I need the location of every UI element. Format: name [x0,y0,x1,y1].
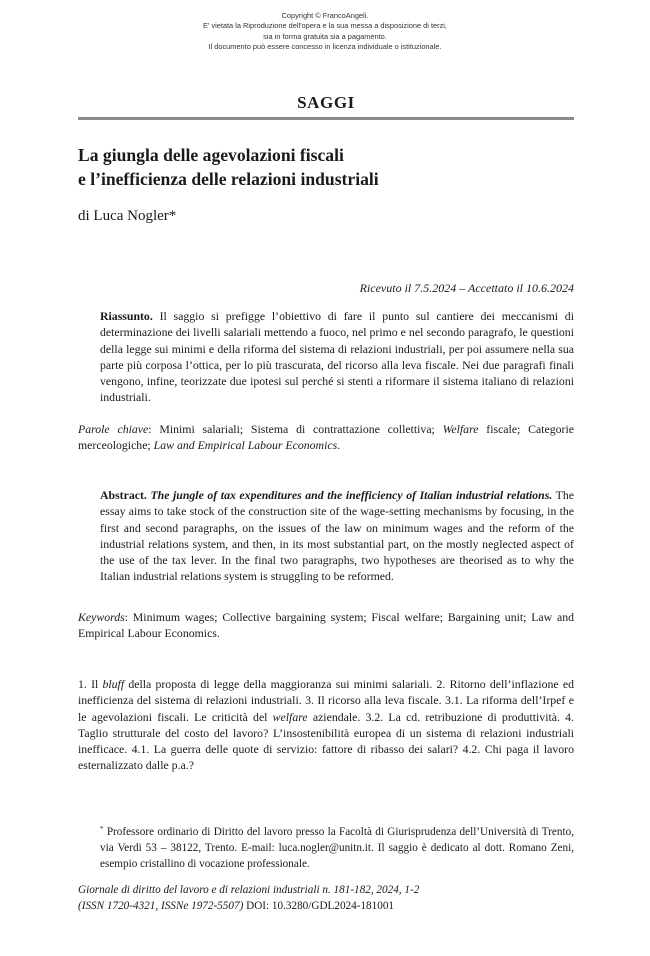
footnote-text: Professore ordinario di Diritto del lavoro presso la Facoltà di Giurisprudenza dell’Università di Trento, via Verdi 53 – 38122, Trento. E-mail: luca.nogler@unitn.it. Il saggio è dedicato al dott. Romano Zeni, esempio cristallino di vocazione professionale. [100,826,574,870]
toc-text: aziendale. 3.2. La cd. retribuzione di produttività. 4. Taglio strutturale del costo del lavoro? L’insostenibilità europea di un sistema di relazioni industriali inefficace. 4.1. La guerra delle quote di servizio: fattore di ribasso dei salari? 4.2. Chi paga il lavoro esternalizzato dalle p.a.? [78,709,574,773]
riassunto-text: Il saggio si prefigge l’obiettivo di fare il punto sul cantiere dei meccanismi di determinazione dei livelli salariali mettendo a fuoco, nel primo e nel secondo paragrafo, le questioni della legge sui minimi e della riforma del sistema di relazioni industriali, per poi assumere nella sua parte più corposa l’ottica, per lo più trascurata, del ricorso alla leva fiscale. Nei due paragrafi finali vengono, infine, teorizzate due ipotesi sul perché si stenti a riformare il sistema italiano di relazioni industriali. [100,309,574,405]
article-title [78,143,578,191]
journal-citation [78,883,574,915]
copyright-notice [0,11,650,53]
parole-chiave-end: . [337,438,341,453]
section-header [78,93,574,120]
abstract-title: The jungle of tax expenditures and the inefficiency of Italian industrial relations. [150,488,553,502]
article-author: di Luca Nogler* [78,208,177,224]
article-title-line: e l’inefficienza delle relazioni industriali [78,169,379,189]
journal-name: Giornale di diritto del lavoro e di relazioni industriali n. 181-182, 2024, 1-2 [78,884,420,896]
toc-text: della proposta di legge della maggioranza sui minimi salariali. 2. Ritorno dell’inflazione ed inefficienza del sistema di relazioni industriali. 3. Il ricorso alla leva fiscale. 3.1. La riforma dell’Irpef e le agevolazioni fiscali. Le criticità del [78,677,574,724]
keywords-paragraph [78,609,574,642]
keywords-text: : Minimum wages; Collective bargaining system; Fiscal welfare; Bargaining unit; Law and Empirical Labour Economics. [78,610,574,641]
parole-chiave-welfare: Welfare [442,422,479,436]
journal-doi: DOI: 10.3280/GDL2024-181001 [243,899,395,912]
parole-chiave-last: Law and Empirical Labour Economics [153,438,338,453]
journal-issn: (ISSN 1720-4321, ISSNe 1972-5507) [78,899,244,912]
parole-chiave-text: fiscale; Categorie merceologiche; [78,422,574,453]
toc-welfare: welfare [272,709,308,724]
author-footnote [78,825,574,872]
toc-bluff: bluff [102,677,125,691]
received-accepted-dates: Ricevuto il 7.5.2024 – Accettato il 10.6.2024 [359,281,574,295]
abstract-label: Abstract. [100,488,147,502]
copyright-line: Il documento può essere concesso in licenza individuale o istituzionale. [208,42,442,52]
copyright-line: sia in forma gratuita sia a pagamento. [263,31,387,41]
copyright-line: E' vietata la Riproduzione dell'opera e la sua messa a disposizione di terzi, [203,21,447,31]
parole-chiave-text: : Minimi salariali; Sistema di contrattazione collettiva; [148,422,443,436]
copyright-line: Copyright © FrancoAngeli. [281,11,369,20]
section-title: SAGGI [297,93,355,112]
toc-text: 1. Il [78,677,103,691]
parole-chiave-label: Parole chiave [78,422,149,436]
abstract-paragraph [78,487,574,585]
keywords-label: Keywords [78,610,125,624]
table-of-contents [78,676,574,774]
abstract-text: The essay aims to take stock of the construction site of the wage-setting mechanisms by focusing, in the first and second paragraphs, on the issues of the law on minimum wages and the reform of the industrial relations system, and then, in its most substantial part, on the mostly neglected aspect of the use of the tax lever. In the final two paragraphs, two hypotheses are theorised as to why the Italian industrial relations system is struggling to be reformed. [100,488,574,584]
footnote-marker: * [100,825,104,833]
article-title-line: La giungla delle agevolazioni fiscali [78,145,344,165]
riassunto-label: Riassunto. [100,309,153,323]
parole-chiave-paragraph [78,421,574,454]
section-divider [78,117,574,120]
riassunto-paragraph [78,308,574,406]
